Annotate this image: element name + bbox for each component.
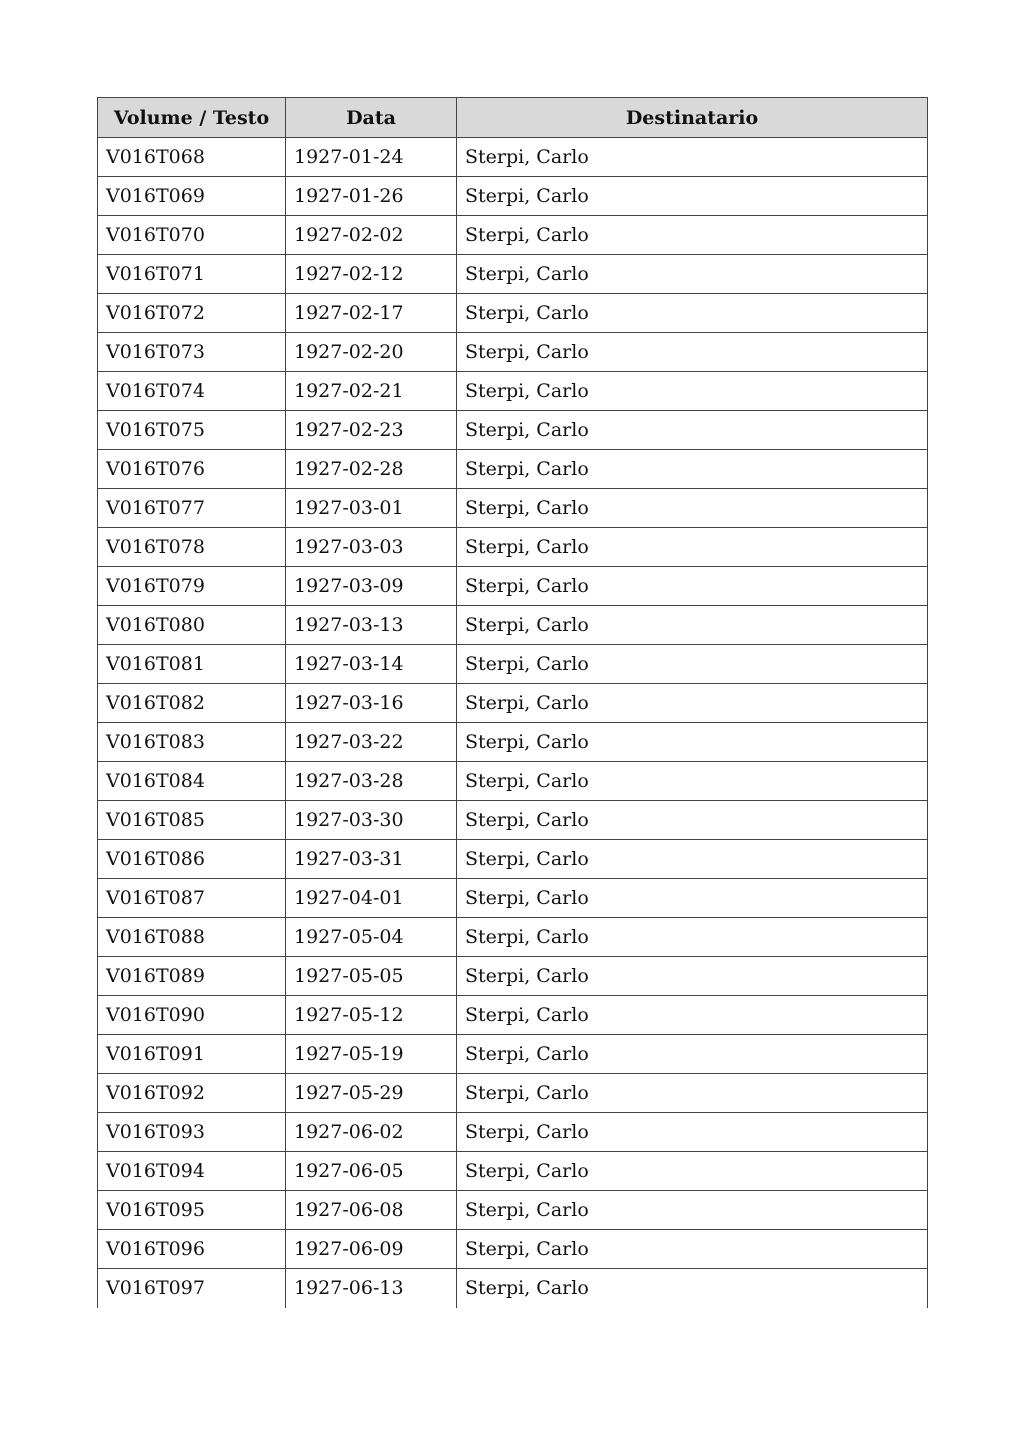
header-data: Data [286, 98, 457, 138]
table-row [98, 762, 928, 801]
table-row [98, 918, 928, 957]
table-row [98, 1035, 928, 1074]
cell-data: 1927-06-08 [286, 1191, 457, 1230]
cell-data: 1927-03-14 [286, 645, 457, 684]
table-row [98, 840, 928, 879]
cell-data: 1927-05-12 [286, 996, 457, 1035]
cell-destinatario: Sterpi, Carlo [457, 294, 928, 333]
table-row [98, 333, 928, 372]
cell-destinatario: Sterpi, Carlo [457, 762, 928, 801]
cell-data: 1927-03-28 [286, 762, 457, 801]
table-row [98, 372, 928, 411]
cell-destinatario: Sterpi, Carlo [457, 1074, 928, 1113]
table-row [98, 450, 928, 489]
cell-volume-testo: V016T083 [98, 723, 286, 762]
letters-table [97, 97, 928, 1308]
cell-data: 1927-06-13 [286, 1269, 457, 1308]
cell-destinatario: Sterpi, Carlo [457, 1269, 928, 1308]
cell-volume-testo: V016T096 [98, 1230, 286, 1269]
cell-destinatario: Sterpi, Carlo [457, 1230, 928, 1269]
cell-data: 1927-02-23 [286, 411, 457, 450]
table-row [98, 606, 928, 645]
cell-data: 1927-01-24 [286, 138, 457, 177]
cell-volume-testo: V016T088 [98, 918, 286, 957]
cell-data: 1927-05-29 [286, 1074, 457, 1113]
cell-volume-testo: V016T074 [98, 372, 286, 411]
cell-data: 1927-03-30 [286, 801, 457, 840]
cell-volume-testo: V016T069 [98, 177, 286, 216]
cell-destinatario: Sterpi, Carlo [457, 840, 928, 879]
cell-destinatario: Sterpi, Carlo [457, 879, 928, 918]
cell-data: 1927-06-02 [286, 1113, 457, 1152]
cell-destinatario: Sterpi, Carlo [457, 216, 928, 255]
cell-destinatario: Sterpi, Carlo [457, 177, 928, 216]
cell-volume-testo: V016T092 [98, 1074, 286, 1113]
cell-destinatario: Sterpi, Carlo [457, 684, 928, 723]
cell-volume-testo: V016T075 [98, 411, 286, 450]
cell-volume-testo: V016T091 [98, 1035, 286, 1074]
cell-data: 1927-02-17 [286, 294, 457, 333]
table-row [98, 684, 928, 723]
cell-destinatario: Sterpi, Carlo [457, 1113, 928, 1152]
table-row [98, 645, 928, 684]
table-row [98, 1074, 928, 1113]
cell-destinatario: Sterpi, Carlo [457, 801, 928, 840]
cell-data: 1927-06-05 [286, 1152, 457, 1191]
cell-volume-testo: V016T097 [98, 1269, 286, 1308]
cell-destinatario: Sterpi, Carlo [457, 723, 928, 762]
table-row [98, 801, 928, 840]
table-row [98, 411, 928, 450]
cell-data: 1927-03-03 [286, 528, 457, 567]
cell-volume-testo: V016T080 [98, 606, 286, 645]
cell-data: 1927-05-19 [286, 1035, 457, 1074]
table-row [98, 996, 928, 1035]
cell-volume-testo: V016T081 [98, 645, 286, 684]
table-row [98, 177, 928, 216]
cell-data: 1927-04-01 [286, 879, 457, 918]
cell-destinatario: Sterpi, Carlo [457, 645, 928, 684]
cell-data: 1927-02-28 [286, 450, 457, 489]
cell-volume-testo: V016T084 [98, 762, 286, 801]
cell-volume-testo: V016T085 [98, 801, 286, 840]
cell-volume-testo: V016T079 [98, 567, 286, 606]
table-row [98, 879, 928, 918]
header-destinatario: Destinatario [457, 98, 928, 138]
cell-data: 1927-02-21 [286, 372, 457, 411]
cell-data: 1927-05-05 [286, 957, 457, 996]
cell-destinatario: Sterpi, Carlo [457, 450, 928, 489]
cell-destinatario: Sterpi, Carlo [457, 1191, 928, 1230]
cell-volume-testo: V016T076 [98, 450, 286, 489]
cell-destinatario: Sterpi, Carlo [457, 1035, 928, 1074]
cell-volume-testo: V016T095 [98, 1191, 286, 1230]
cell-destinatario: Sterpi, Carlo [457, 528, 928, 567]
cell-volume-testo: V016T082 [98, 684, 286, 723]
table-row [98, 1269, 928, 1308]
table-row [98, 294, 928, 333]
cell-volume-testo: V016T087 [98, 879, 286, 918]
table-row [98, 957, 928, 996]
cell-volume-testo: V016T073 [98, 333, 286, 372]
cell-data: 1927-06-09 [286, 1230, 457, 1269]
cell-destinatario: Sterpi, Carlo [457, 333, 928, 372]
cell-data: 1927-03-22 [286, 723, 457, 762]
table-row [98, 489, 928, 528]
cell-volume-testo: V016T093 [98, 1113, 286, 1152]
cell-destinatario: Sterpi, Carlo [457, 606, 928, 645]
table-row [98, 216, 928, 255]
cell-volume-testo: V016T077 [98, 489, 286, 528]
cell-destinatario: Sterpi, Carlo [457, 255, 928, 294]
cell-volume-testo: V016T094 [98, 1152, 286, 1191]
cell-destinatario: Sterpi, Carlo [457, 1152, 928, 1191]
table-row [98, 255, 928, 294]
cell-volume-testo: V016T071 [98, 255, 286, 294]
cell-volume-testo: V016T090 [98, 996, 286, 1035]
table-body [98, 138, 928, 1308]
cell-volume-testo: V016T068 [98, 138, 286, 177]
table-row [98, 1230, 928, 1269]
cell-data: 1927-02-02 [286, 216, 457, 255]
header-volume-testo: Volume / Testo [98, 98, 286, 138]
cell-volume-testo: V016T070 [98, 216, 286, 255]
cell-destinatario: Sterpi, Carlo [457, 138, 928, 177]
table-row [98, 138, 928, 177]
cell-volume-testo: V016T089 [98, 957, 286, 996]
cell-data: 1927-02-20 [286, 333, 457, 372]
cell-data: 1927-03-31 [286, 840, 457, 879]
cell-data: 1927-03-16 [286, 684, 457, 723]
cell-destinatario: Sterpi, Carlo [457, 411, 928, 450]
cell-destinatario: Sterpi, Carlo [457, 996, 928, 1035]
table-row [98, 567, 928, 606]
cell-destinatario: Sterpi, Carlo [457, 489, 928, 528]
cell-data: 1927-03-13 [286, 606, 457, 645]
cell-volume-testo: V016T078 [98, 528, 286, 567]
table-row [98, 1113, 928, 1152]
table-row [98, 1191, 928, 1230]
cell-data: 1927-03-09 [286, 567, 457, 606]
cell-data: 1927-02-12 [286, 255, 457, 294]
table-row [98, 528, 928, 567]
cell-destinatario: Sterpi, Carlo [457, 567, 928, 606]
cell-destinatario: Sterpi, Carlo [457, 918, 928, 957]
table-header [98, 98, 928, 138]
cell-data: 1927-03-01 [286, 489, 457, 528]
cell-destinatario: Sterpi, Carlo [457, 372, 928, 411]
table-row [98, 1152, 928, 1191]
cell-data: 1927-05-04 [286, 918, 457, 957]
cell-destinatario: Sterpi, Carlo [457, 957, 928, 996]
cell-data: 1927-01-26 [286, 177, 457, 216]
table-row [98, 723, 928, 762]
cell-volume-testo: V016T086 [98, 840, 286, 879]
cell-volume-testo: V016T072 [98, 294, 286, 333]
header-row [98, 98, 928, 138]
